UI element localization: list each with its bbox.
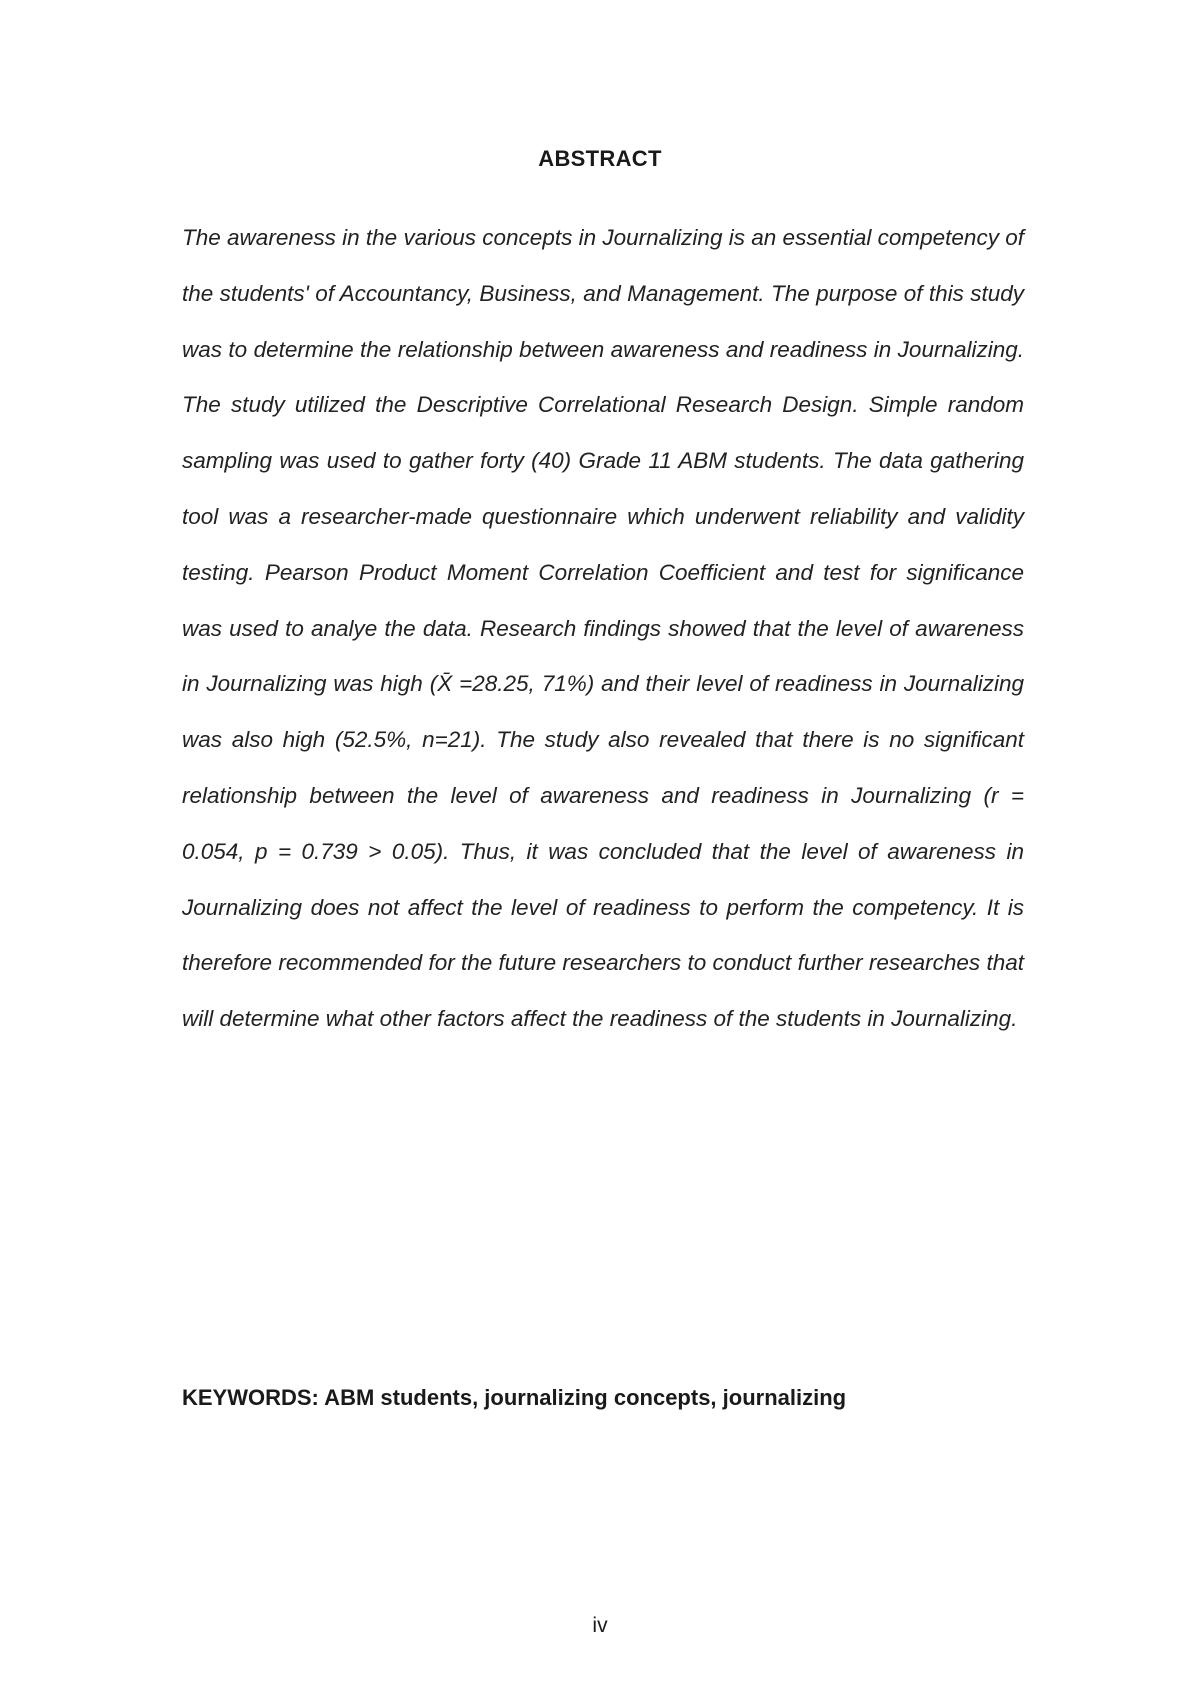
abstract-title: ABSTRACT <box>538 146 662 171</box>
abstract-paragraph: The awareness in the various concepts in Journalizing is an essential competency of the students' of Accountancy, Business, and Management. The purpose of this study was to determine the relationship between awareness and readiness in Journalizing. The study utilized the Descriptive Correlational Research Design. Simple random sampling was used to gather forty (40) Grade 11 ABM students. The data gathering tool was a researcher-made questionnaire which underwent reliability and validity testing. Pearson Product Moment Correlation Coefficient and test for significance was used to analye the data. Research findings showed that the level of awareness in Journalizing was high (X̄ =28.25, 71%) and their level of readiness in Journalizing was also high (52.5%, n=21). The study also revealed that there is no significant relationship between the level of awareness and readiness in Journalizing (r = 0.054, p = 0.739 > 0.05). Thus, it was concluded that the level of awareness in Journalizing does not affect the level of readiness to perform the competency. It is therefore recommended for the future researchers to conduct further researches that will determine what other factors affect the readiness of the students in Journalizing. <box>182 225 1024 1032</box>
page-number: iv <box>592 1614 608 1637</box>
keywords-line: KEYWORDS: ABM students, journalizing concepts, journalizing <box>182 1385 847 1410</box>
